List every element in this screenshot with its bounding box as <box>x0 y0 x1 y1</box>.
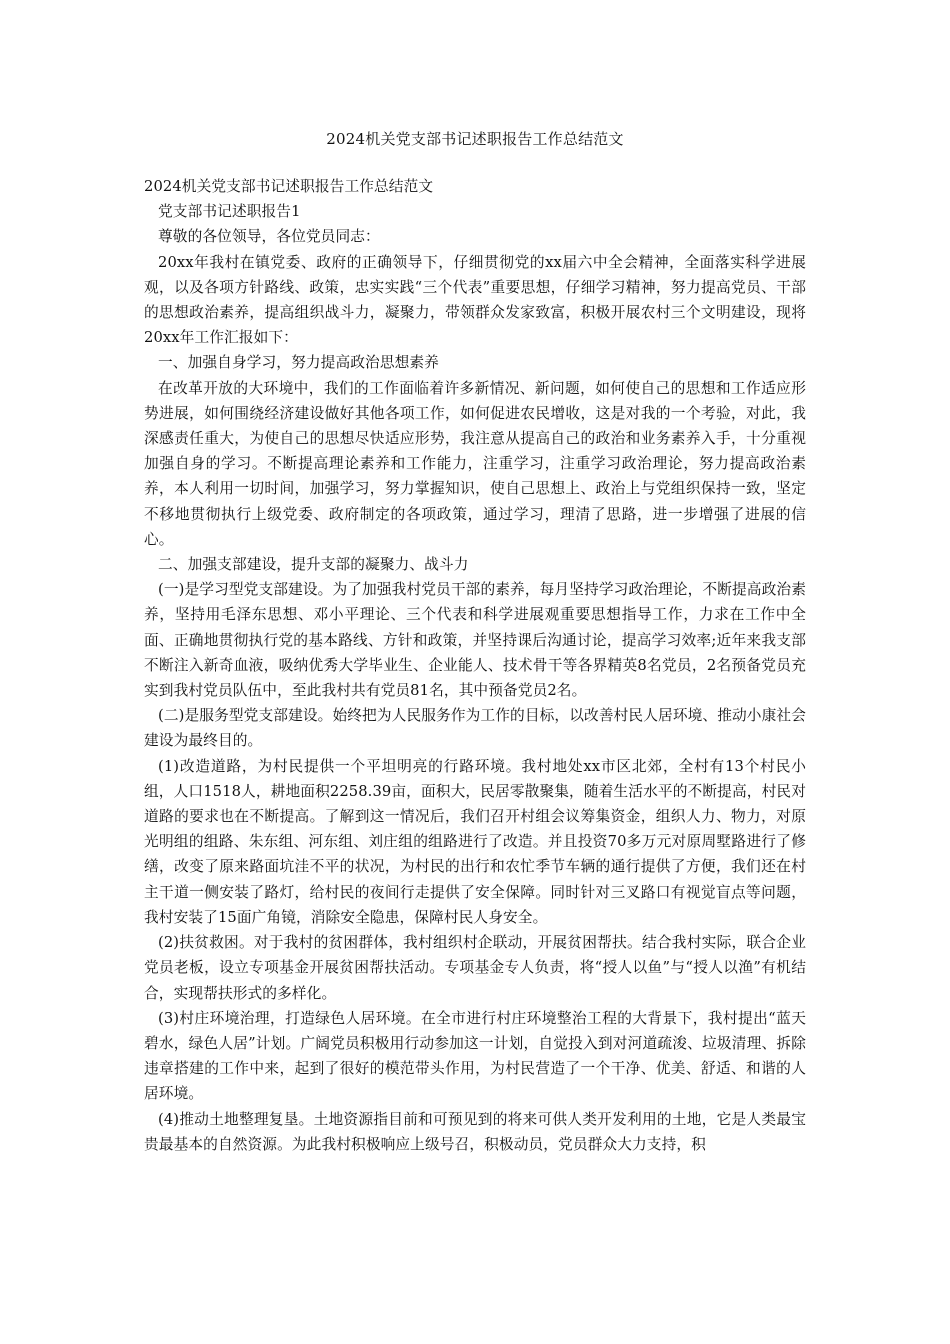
paragraph: (2)扶贫救困。对于我村的贫困群体，我村组织村企联动，开展贫困帮扶。结合我村实际，联合企业党员老板，设立专项基金开展贫困帮扶活动。专项基金专人负责，将“授人以鱼”与“授人以渔”有机结合，实现帮扶形式的多样化。 <box>144 934 806 1002</box>
paragraph: 二、加强支部建设，提升支部的凝聚力、战斗力 <box>158 556 469 574</box>
paragraph: 20xx年我村在镇党委、政府的正确领导下，仔细贯彻党的xx届六中全会精神，全面落实科学进展观，以及各项方针路线、政策，忠实实践“三个代表”重要思想，仔细学习精神，努力提高党员、干部的思想政治素养，提高组织战斗力，凝聚力，带领群众发家致富，积极开展农村三个文明建设，现将20xx年工作汇报如下： <box>144 253 806 347</box>
document-body <box>144 174 806 1157</box>
paragraph: (二)是服务型党支部建设。始终把为人民服务作为工作的目标，以改善村民人居环境、推动小康社会建设为最终目的。 <box>144 707 806 750</box>
paragraph: 2024机关党支部书记述职报告工作总结范文 <box>144 178 434 195</box>
paragraph: 一、加强自身学习，努力提高政治思想素养 <box>158 354 439 372</box>
paragraph: 尊敬的各位领导，各位党员同志： <box>158 228 380 246</box>
paragraph: (1)改造道路，为村民提供一个平坦明亮的行路环境。我村地处xx市区北郊，全村有13个村民小组，人口1518人，耕地面积2258.39亩，面积大，民居零散聚集，随着生活水平的不断提高，村民对道路的要求也在不断提高。了解到这一情况后，我们召开村组会议筹集资金，组织人力、物力，对原光明组的组路、朱东组、河东组、刘庄组的组路进行了改造。并且投资70多万元对原周墅路进行了修缮，改变了原来路面坑洼不平的状况，为村民的出行和农忙季节车辆的通行提供了方便，我们还在村主干道一侧安装了路灯，给村民的夜间行走提供了安全保障。同时针对三叉路口有视觉盲点等问题，我村安装了15面广角镜，消除安全隐患，保障村民人身安全。 <box>144 757 806 926</box>
paragraph: 在改革开放的大环境中，我们的工作面临着许多新情况、新问题，如何使自己的思想和工作适应形势进展，如何围绕经济建设做好其他各项工作，如何促进农民增收，这是对我的一个考验，对此，我深感责任重大，为使自己的思想尽快适应形势，我注意从提高自己的政治和业务素养入手，十分重视加强自身的学习。不断提高理论素养和工作能力，注重学习，注重学习政治理论，努力提高政治素养，本人利用一切时间，加强学习，努力掌握知识，使自己思想上、政治上与党组织保持一致，坚定不移地贯彻执行上级党委、政府制定的各项政策，通过学习，理清了思路，进一步增强了进展的信心。 <box>144 379 806 548</box>
paragraph: (一)是学习型党支部建设。为了加强我村党员干部的素养，每月坚持学习政治理论，不断提高政治素养，坚持用毛泽东思想、邓小平理论、三个代表和科学进展观重要思想指导工作，力求在工作中全面、正确地贯彻执行党的基本路线、方针和政策，并坚持课后沟通讨论，提高学习效率;近年来我支部不断注入新奇血液，吸纳优秀大学毕业生、企业能人、技术骨干等各界精英8名党员，2名预备党员充实到我村党员队伍中，至此我村共有党员81名，其中预备党员2名。 <box>144 581 806 700</box>
document-title: 2024机关党支部书记述职报告工作总结范文 <box>326 130 624 148</box>
paragraph: (3)村庄环境治理，打造绿色人居环境。在全市进行村庄环境整治工程的大背景下，我村提出“蓝天碧水，绿色人居”计划。广阔党员积极用行动参加这一计划，自觉投入到对河道疏浚、垃圾清理、拆除违章搭建的工作中来，起到了很好的模范带头作用，为村民营造了一个干净、优美、舒适、和谐的人居环境。 <box>144 1009 806 1103</box>
paragraph: 党支部书记述职报告1 <box>158 203 301 221</box>
paragraph: (4)推动土地整理复垦。土地资源指目前和可预见到的将来可供人类开发利用的土地，它是人类最宝贵最基本的自然资源。为此我村积极响应上级号召，积极动员，党员群众大力支持，积 <box>144 1110 806 1153</box>
